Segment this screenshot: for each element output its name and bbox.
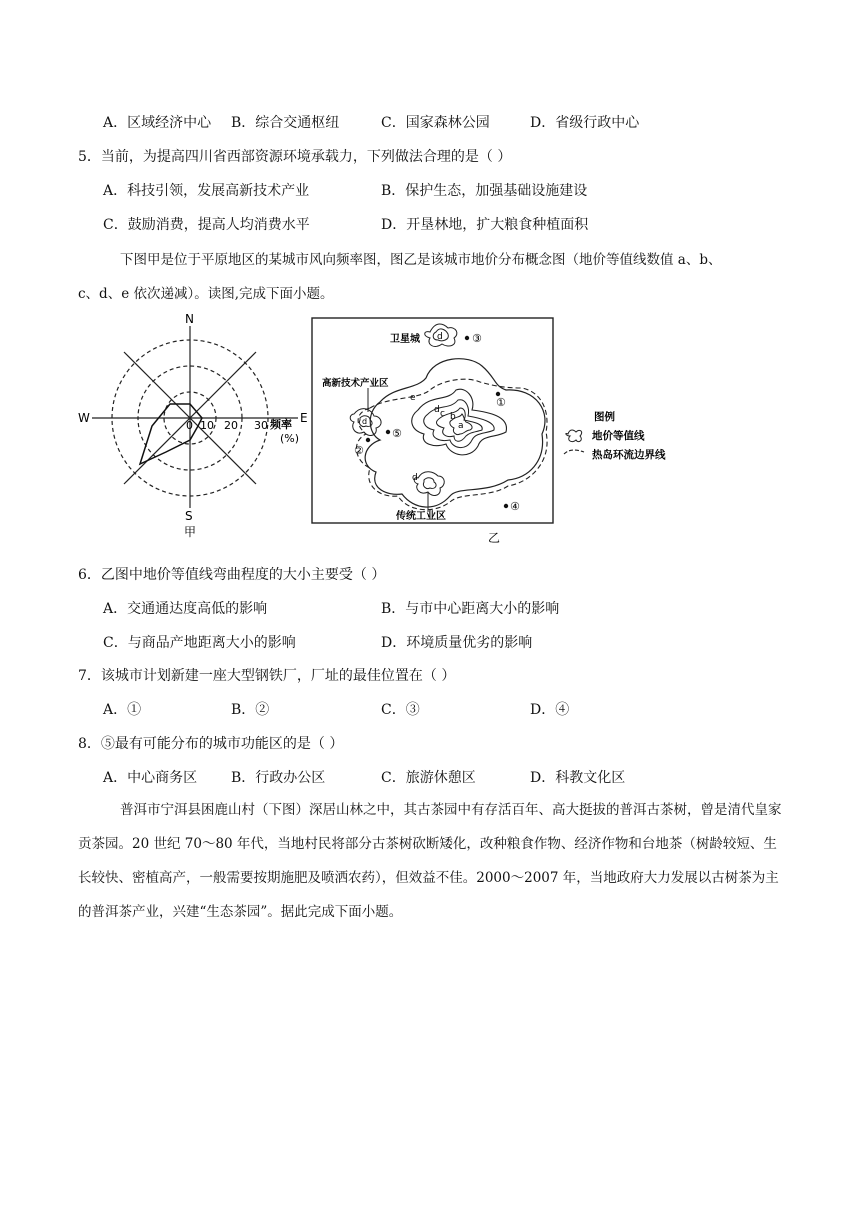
letter-a: a [458,421,464,431]
q7-option-a: A．① [103,702,142,718]
tick-20: 20 [224,419,238,432]
label-north: N [185,312,194,326]
q4-option-d: D．省级行政中心 [530,115,640,131]
satellite-letter-d: d [437,332,443,342]
q7-option-d: D．④ [530,702,570,718]
site-2: ② [354,444,364,457]
traditional-zone-inner [423,478,436,489]
label-traditional-industrial: 传统工业区 [396,511,446,522]
traditional-zone-outline [414,472,444,496]
q5-option-d: D．开垦林地，扩大粮食种植面积 [381,217,589,233]
site-5: ⑤ [392,427,402,440]
high-tech-letter-d: d [362,417,368,426]
tick-10: 10 [200,419,214,432]
legend-isoline-symbol [566,430,582,442]
q8-option-a: A．中心商务区 [103,770,198,786]
q7-option-c: C．③ [381,702,420,718]
q5-option-c: C．鼓励消费，提高人均消费水平 [103,217,310,233]
legend-title: 图例 [594,411,615,423]
intro2-line1: 下图甲是位于平原地区的某城市风向频率图，图乙是该城市地价分布概念图（地价等值线数值 a、b、 [120,252,722,268]
q6-option-b: B．与市中心距离大小的影响 [381,601,560,617]
caption-jia: 甲 [184,525,197,539]
land-price-map [310,316,555,546]
q5-option-a: A．科技引领，发展高新技术产业 [103,183,310,199]
caption-yi: 乙 [488,531,501,545]
letter-b: b [450,412,456,422]
label-high-tech: 高新技术产业区 [322,378,389,389]
q8-option-c: C．旅游休憩区 [381,770,476,786]
label-south: S [185,509,193,523]
site-1: ① [496,396,506,409]
axis-label-frequency: 频率 [270,418,292,431]
q6-option-c: C．与商品产地距离大小的影响 [103,635,296,651]
tick-30: 30 [254,419,268,432]
traditional-letter-d: d [412,473,418,483]
wind-frequency-polygon [140,404,202,464]
q8-option-d: D．科教文化区 [530,770,626,786]
intro2-line2: c、d、e 依次递减）。读图,完成下面小题。 [78,286,334,302]
letter-d: d [434,405,440,415]
site-5-dot [386,430,390,434]
intro3-paragraph [78,793,784,929]
label-satellite-city: 卫星城 [390,334,420,345]
site-3-dot [465,336,469,340]
letter-c: c [440,409,445,419]
q4-option-b: B．综合交通枢纽 [231,115,340,131]
q7-stem: 7．该城市计划新建一座大型钢铁厂，厂址的最佳位置在（ ） [78,668,456,684]
label-east: E [300,411,308,425]
legend-isoline-label: 地价等值线 [592,430,645,442]
map-legend [560,408,700,464]
heat-island-boundary [356,379,547,510]
legend-heat-island-label: 热岛环流边界线 [592,449,666,461]
wind-rose-figure [74,308,314,540]
axis-unit: (%) [280,432,300,445]
q6-option-a: A．交通通达度高低的影响 [103,601,268,617]
tick-0: 0 [186,419,193,432]
site-3: ③ [472,332,482,345]
legend-heat-island-symbol [564,450,584,454]
q5-stem: 5．当前，为提高四川省西部资源环境承载力，下列做法合理的是（ ） [78,149,512,165]
site-4: ④ [510,500,520,513]
q5-option-b: B．保护生态，加强基础设施建设 [381,183,588,199]
label-west: W [78,411,90,425]
site-4-dot [504,504,508,508]
site-2-dot [366,438,370,442]
map-frame [312,318,553,523]
letter-e: e [410,393,416,403]
q4-option-a: A．区域经济中心 [103,115,212,131]
q6-option-d: D．环境质量优劣的影响 [381,635,533,651]
q4-option-c: C．国家森林公园 [381,115,490,131]
q8-stem: 8．⑤最有可能分布的城市功能区的是（ ） [78,736,344,752]
q7-option-b: B．② [231,702,270,718]
q8-option-b: B．行政办公区 [231,770,326,786]
q6-stem: 6．乙图中地价等值线弯曲程度的大小主要受（ ） [78,567,386,583]
intro3-text: 普洱市宁洱县困鹿山村（下图）深居山林之中，其古茶园中有存活百年、高大挺拔的普洱古茶树，曾是清代皇家贡茶园。20 世纪 70～80 年代，当地村民将部分古茶树砍断矮化，改种粮食作物、经济作物和台地茶（树龄较短、生长较快、密植高产，一般需要按期施肥及喷洒农药），但效益不佳。2000～2007 年，当地政府大力发展以古树茶为主的普洱茶产业，兴建“生态茶园”。据此完成下面小题。 [78,802,782,920]
